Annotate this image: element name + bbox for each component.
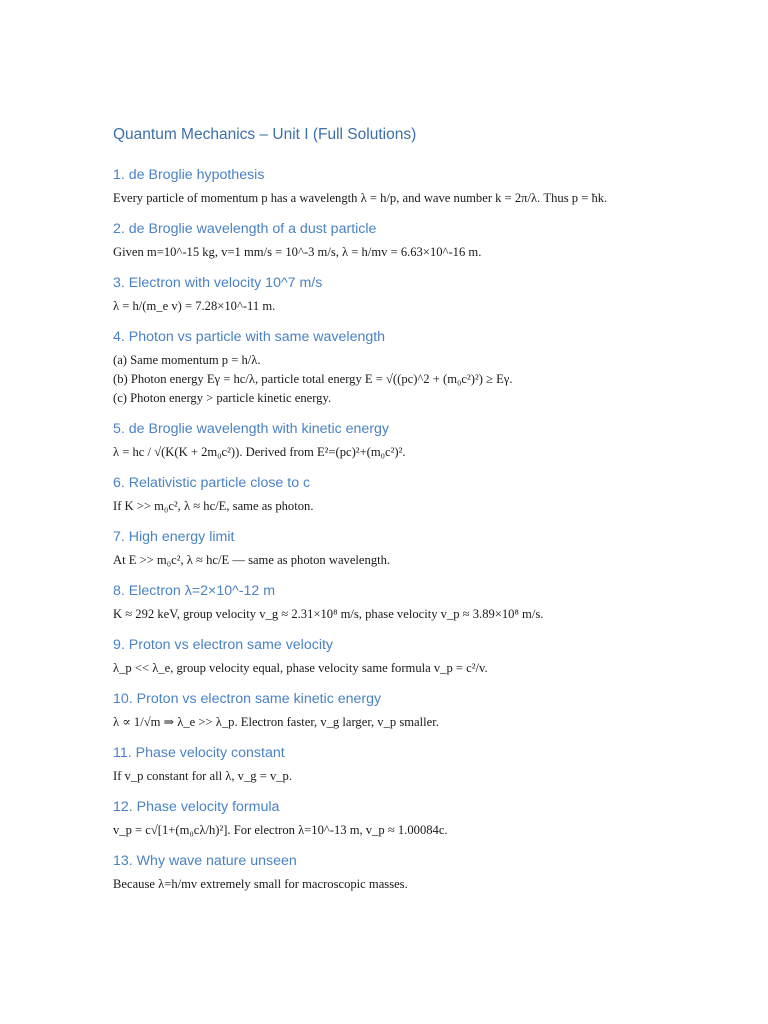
section-text: (b) Photon energy Eγ = hc/λ, particle total energy E = √((pc)^2 + (m₀c²)²) ≥ Eγ. [113, 372, 513, 386]
section-heading: 13. Why wave nature unseen [113, 853, 297, 869]
section-9 [113, 635, 653, 678]
document-page [113, 124, 653, 905]
section-text: K ≈ 292 keV, group velocity v_g ≈ 2.31×10⁸ m/s, phase velocity v_p ≈ 3.89×10⁸ m/s. [113, 607, 544, 621]
section-text: At E >> m₀c², λ ≈ hc/E — same as photon wavelength. [113, 553, 391, 567]
section-heading: 2. de Broglie wavelength of a dust particle [113, 221, 377, 237]
section-text: Given m=10^-15 kg, v=1 mm/s = 10^-3 m/s, λ = h/mv = 6.63×10^-16 m. [113, 245, 482, 259]
section-5 [113, 419, 653, 462]
section-heading: 6. Relativistic particle close to c [113, 475, 311, 491]
section-text: (c) Photon energy > particle kinetic energy. [113, 391, 332, 405]
section-6 [113, 473, 653, 516]
section-text: v_p = c√[1+(m₀cλ/h)²]. For electron λ=10^-13 m, v_p ≈ 1.00084c. [113, 823, 448, 837]
section-7 [113, 527, 653, 570]
document-title: Quantum Mechanics – Unit I (Full Solutions) [113, 126, 417, 143]
section-1 [113, 165, 653, 208]
section-text: If v_p constant for all λ, v_g = v_p. [113, 769, 292, 783]
section-heading: 5. de Broglie wavelength with kinetic energy [113, 421, 390, 437]
section-13 [113, 851, 653, 894]
section-12 [113, 797, 653, 840]
section-heading: 8. Electron λ=2×10^-12 m [113, 583, 276, 599]
section-text: λ = hc / √(K(K + 2m₀c²)). Derived from E²=(pc)²+(m₀c²)². [113, 445, 406, 459]
section-heading: 9. Proton vs electron same velocity [113, 637, 334, 653]
section-text: λ = h/(m_e v) = 7.28×10^-11 m. [113, 299, 276, 313]
section-text: Because λ=h/mv extremely small for macroscopic masses. [113, 877, 408, 891]
section-text: If K >> m₀c², λ ≈ hc/E, same as photon. [113, 499, 314, 513]
section-heading: 1. de Broglie hypothesis [113, 167, 265, 183]
section-2 [113, 219, 653, 262]
section-4 [113, 327, 653, 408]
section-3 [113, 273, 653, 316]
section-heading: 7. High energy limit [113, 529, 235, 545]
section-heading: 4. Photon vs particle with same wavelength [113, 329, 386, 345]
section-10 [113, 689, 653, 732]
section-text: Every particle of momentum p has a wavelength λ = h/p, and wave number k = 2π/λ. Thus p = ħk. [113, 191, 608, 205]
section-text: λ_p << λ_e, group velocity equal, phase velocity same formula v_p = c²/v. [113, 661, 488, 675]
section-heading: 11. Phase velocity constant [113, 745, 285, 761]
section-heading: 3. Electron with velocity 10^7 m/s [113, 275, 323, 291]
section-text: (a) Same momentum p = h/λ. [113, 353, 261, 367]
section-11 [113, 743, 653, 786]
section-heading: 12. Phase velocity formula [113, 799, 280, 815]
section-heading: 10. Proton vs electron same kinetic energy [113, 691, 382, 707]
section-text: λ ∝ 1/√m ⇒ λ_e >> λ_p. Electron faster, v_g larger, v_p smaller. [113, 715, 439, 729]
section-8 [113, 581, 653, 624]
